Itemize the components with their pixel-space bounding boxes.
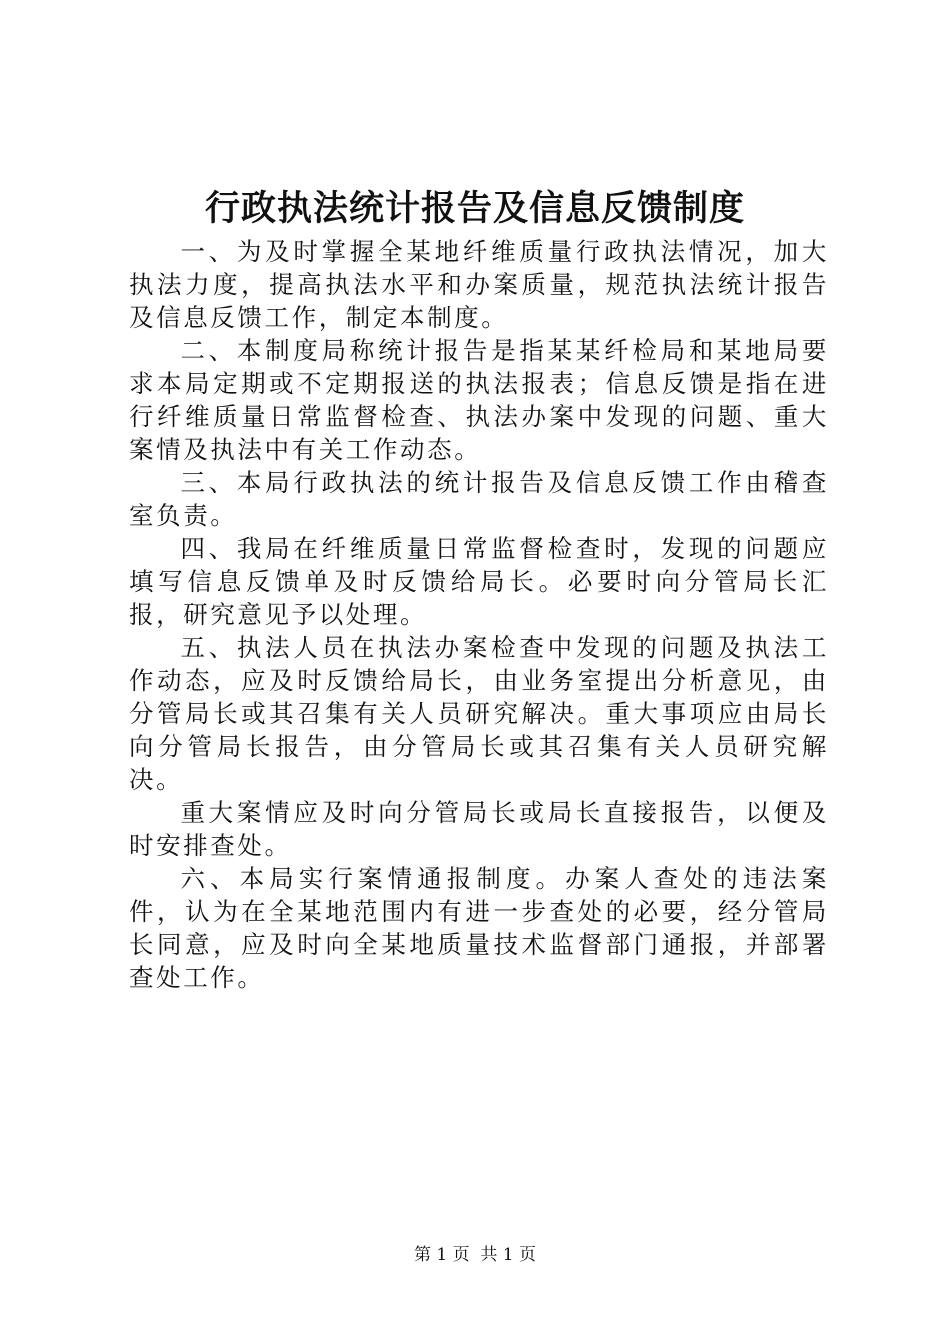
document-body xyxy=(129,235,829,994)
paragraph-1: 一、为及时掌握全某地纤维质量行政执法情况，加大执法力度，提高执法水平和办案质量，规范执法统计报告及信息反馈工作，制定本制度。 xyxy=(129,237,829,332)
page-number: 第 1 页 共 1 页 xyxy=(413,1245,537,1265)
paragraph-5: 五、执法人员在执法办案检查中发现的问题及执法工作动态，应及时反馈给局长，由业务室提出分析意见，由分管局长或其召集有关人员研究解决。重大事项应由局长向分管局长报告，由分管局长或其召集有关人员研究解决。 xyxy=(129,633,829,794)
page-footer xyxy=(0,1243,950,1267)
paragraph-4: 四、我局在纤维质量日常监督检查时，发现的问题应填写信息反馈单及时反馈给局长。必要时向分管局长汇报，研究意见予以处理。 xyxy=(129,534,829,629)
paragraph-2: 二、本制度局称统计报告是指某某纤检局和某地局要求本局定期或不定期报送的执法报表；信息反馈是指在进行纤维质量日常监督检查、执法办案中发现的问题、重大案情及执法中有关工作动态。 xyxy=(129,336,829,464)
paragraph-3: 三、本局行政执法的统计报告及信息反馈工作由稽查室负责。 xyxy=(129,468,829,530)
paragraph-7: 六、本局实行案情通报制度。办案人查处的违法案件，认为在全某地范围内有进一步查处的必要，经分管局长同意，应及时向全某地质量技术监督部门通报，并部署查处工作。 xyxy=(129,864,829,992)
document-title: 行政执法统计报告及信息反馈制度 xyxy=(204,188,745,229)
paragraph-6: 重大案情应及时向分管局长或局长直接报告，以便及时安排查处。 xyxy=(129,798,829,860)
